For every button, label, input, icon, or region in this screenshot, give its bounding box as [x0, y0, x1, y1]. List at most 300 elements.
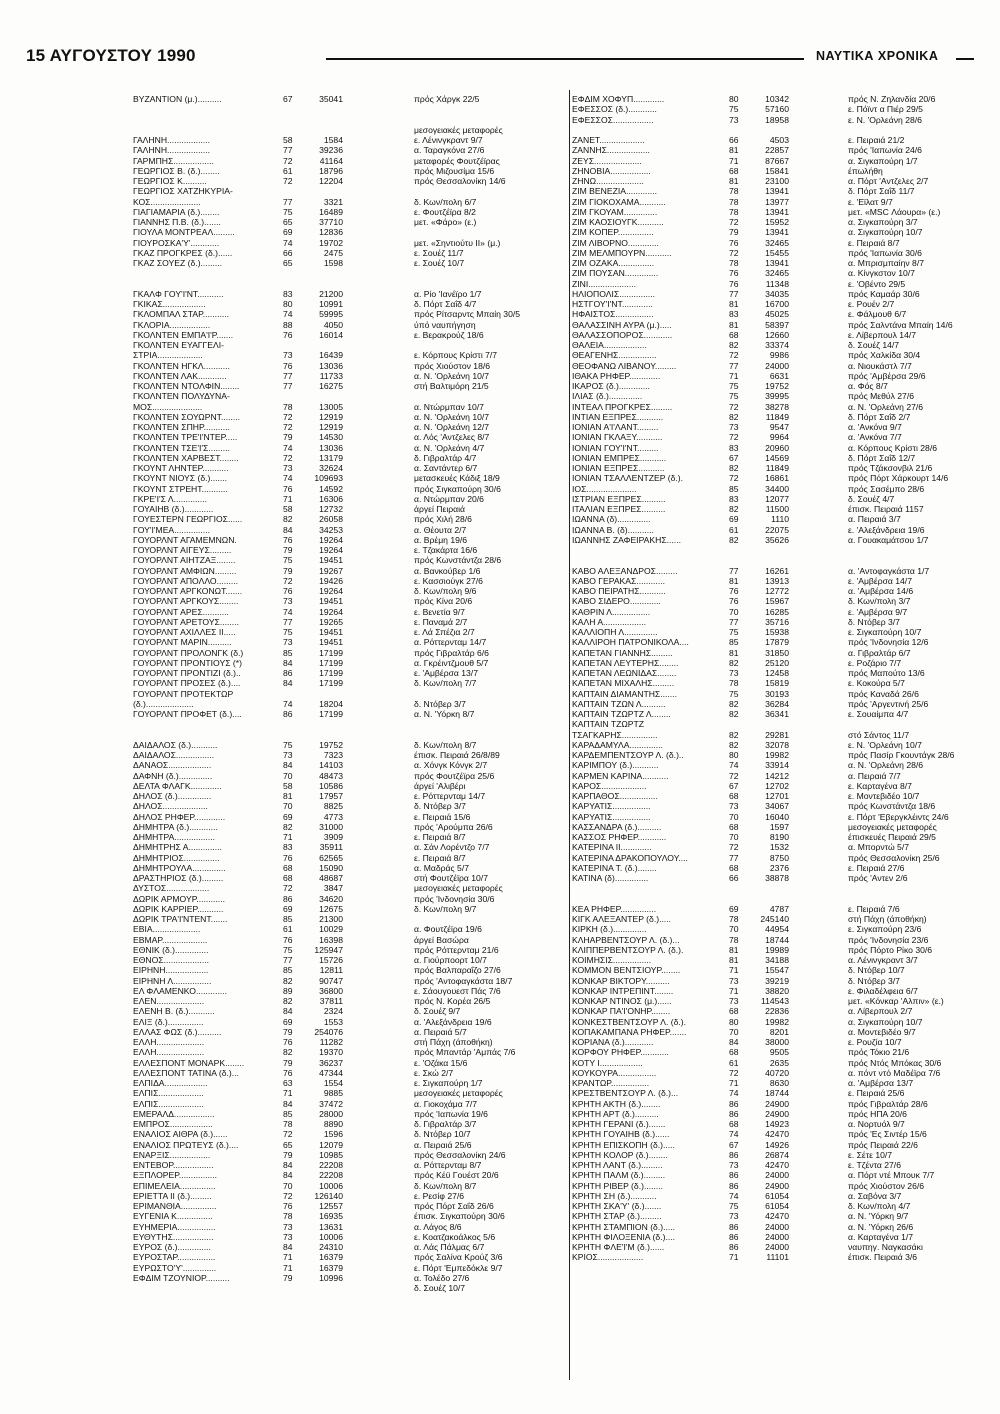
build-year: 71 — [729, 1078, 739, 1088]
ship-entry — [572, 1201, 967, 1211]
ship-entry — [572, 945, 967, 955]
build-year: 72 — [283, 883, 293, 894]
tonnage: 13941 — [765, 186, 789, 197]
ship-name: ΕΙΡΗΝΗ Λ................ — [133, 975, 212, 986]
tonnage: 3847 — [323, 883, 343, 894]
ship-name: ΔΩΡΙΚ ΑΡΜΟΥΡ............ — [133, 893, 225, 904]
build-year: 76 — [283, 852, 293, 863]
publication-title: ΝΑΥΤΙΚΑ ΧΡΟΝΙΚΑ — [816, 49, 939, 63]
status: πρός Μπαντάρ 'Αμπάς 7/6 — [414, 1047, 516, 1058]
ship-entry — [572, 443, 967, 453]
status: πρός Θεσσαλονίκη 14/6 — [414, 176, 506, 186]
tonnage: 11282 — [319, 1037, 343, 1047]
build-year: 72 — [729, 401, 739, 412]
ship-name: ΓΚΟΛΝΤΕΝ ΠΟΛΥΔΥΝΑ- — [133, 391, 230, 402]
status: ε. Σκώ 2/7 — [414, 1067, 454, 1078]
build-year: 67 — [729, 780, 739, 791]
build-year: 81 — [729, 944, 739, 955]
build-year: 83 — [283, 842, 293, 853]
status: α. Βρέμη 19/6 — [414, 534, 468, 545]
ship-name: ΘΑΛΕΙΑ.................. — [572, 340, 647, 350]
ship-name: ΓΑΛΗΝΗ.................. — [133, 145, 211, 156]
status: ε. Σάουγουεστ Πάς 7/6 — [414, 985, 501, 996]
build-year: 82 — [283, 1047, 293, 1058]
ship-name: ΓΙΟΥΡΟΣΚΑ'Υ'............ — [133, 237, 220, 248]
ship-entry — [133, 555, 543, 565]
ship-entry — [133, 125, 543, 135]
ship-entry — [133, 289, 543, 299]
tonnage: 11348 — [765, 278, 789, 289]
ship-name: ΓΟΥΟΡΛΝΤ ΑΡΕΤΟΥΣ........ — [133, 616, 239, 627]
status: α. Ν. 'Ορλεάνη 10/7 — [414, 411, 490, 422]
build-year: 76 — [729, 596, 739, 607]
status: πρός Μιζουσίμα 15/6 — [414, 165, 495, 176]
tonnage: 31000 — [319, 821, 343, 832]
page-header — [26, 46, 974, 76]
ship-name: ΓΑΛΗΝΗ.................. — [133, 135, 211, 145]
tonnage: 8750 — [769, 852, 789, 863]
ship-name: ΒΥΖΑΝΤΙΟΝ (μ.).......... — [133, 94, 222, 104]
build-year: 73 — [729, 422, 739, 432]
status: πρός Κίνα 20/6 — [414, 596, 473, 607]
ship-entry — [572, 976, 967, 986]
ship-name: ΙΟΣ..................... — [572, 483, 637, 494]
tonnage: 1554 — [323, 1078, 343, 1088]
ship-entry — [572, 1140, 967, 1150]
build-year: 76 — [283, 534, 293, 545]
status: α. 'Ανκόνα 7/7 — [848, 432, 902, 443]
tonnage: 114543 — [760, 996, 789, 1006]
build-year: 58 — [283, 135, 293, 145]
status: πρός Κωνστάντζα 18/6 — [848, 801, 936, 812]
tonnage: 10586 — [319, 780, 343, 791]
status: μετ. «Φάρο» (ε.) — [414, 217, 477, 227]
build-year: 68 — [729, 791, 739, 801]
ship-name: ΔΥΣΤΟΣ.................. — [133, 883, 210, 894]
ship-entry — [572, 525, 967, 535]
build-year: 78 — [729, 934, 739, 945]
tonnage: 16489 — [319, 206, 343, 217]
status: δ. Πόρτ Σαΐδ 2/7 — [848, 411, 911, 422]
ship-entry — [572, 832, 967, 842]
tonnage: 37710 — [319, 217, 343, 227]
ship-entry — [572, 1170, 967, 1180]
tonnage: 62565 — [319, 852, 343, 863]
build-year: 83 — [729, 309, 739, 320]
ship-entry — [572, 361, 967, 371]
ship-entry — [572, 504, 967, 514]
status: α. 'Αμβέρσα 13/7 — [848, 1078, 914, 1088]
tonnage: 18744 — [765, 1088, 789, 1099]
build-year: 63 — [283, 1078, 293, 1088]
tonnage: 16261 — [765, 565, 789, 576]
ship-name: ΕΦΕΣΣΟΣ (δ.)............ — [572, 104, 657, 115]
ship-entry — [572, 566, 967, 576]
header-rule-right — [956, 58, 974, 60]
tonnage: 61054 — [765, 1201, 789, 1211]
ship-entry — [133, 432, 543, 442]
status: ε. Μοντεβιδέο 10/7 — [848, 791, 920, 801]
tonnage: 22857 — [765, 145, 789, 156]
tonnage: 19264 — [319, 586, 343, 596]
build-year: 71 — [283, 832, 293, 842]
build-year: 75 — [729, 688, 739, 699]
status: μετ. «Σηντιούτυ ΙΙ» (μ.) — [414, 237, 501, 248]
ship-name: ΔΑΙΔΑΛΟΣ (δ.)........... — [133, 739, 218, 750]
ship-entry — [572, 801, 967, 811]
ship-name: ΖΙΜ ΓΚΟΥΑΜ.............. — [572, 206, 658, 217]
ship-name: ΓΚΟΛΝΤΕΝ ΤΡΕ'Ι'ΝΤΕΡ..... — [133, 432, 238, 443]
build-year: 78 — [283, 1119, 293, 1129]
ship-name: ΚΕΑ ΡΗΦΕΡ............... — [572, 903, 657, 914]
tonnage: 10006 — [319, 1231, 343, 1242]
section-gap — [133, 104, 543, 114]
ship-name: ΕΦΔΙΜ ΧΟΦΥΠ............. — [572, 94, 665, 104]
ship-name: ΗΦΑΙΣΤΟΣ................ — [572, 309, 654, 320]
build-year: 76 — [283, 329, 293, 340]
ship-entry — [572, 402, 967, 412]
status: ε. Τζακάρτα 16/6 — [414, 545, 478, 555]
ship-name: ΓΚΑΖ ΣΟΥΕΖ (δ.)......... — [133, 258, 223, 268]
build-year: 71 — [729, 1252, 739, 1263]
build-year: 75 — [729, 104, 739, 115]
ship-name: ΚΛΗΑΡΒΕΝΤΣΟΥΡ Λ. (δ.)... — [572, 934, 680, 945]
ship-name: ΓΚΟΛΝΤΕΝ ΛΑΚ............ — [133, 370, 227, 381]
ship-entry — [572, 1058, 967, 1068]
ship-entry — [572, 1252, 967, 1262]
ship-name: ΓΚΟΛΝΤΕΝ ΝΤΟΛΦΙΝ........ — [133, 381, 240, 391]
tonnage: 16439 — [319, 350, 343, 361]
build-year: 72 — [283, 411, 293, 422]
build-year: 70 — [283, 1180, 293, 1191]
tonnage: 2635 — [769, 1057, 789, 1068]
build-year: 75 — [283, 206, 293, 217]
ship-name: ΚΟΤΥ Ι.................. — [572, 1057, 643, 1068]
ship-name: ΙΘΑΚΑ ΡΗΦΕΡ............. — [572, 370, 661, 381]
status: α. Ταραγκόνα 27/6 — [414, 145, 485, 156]
status: άργεί Βασώρα — [414, 934, 469, 945]
tonnage: 12701 — [765, 791, 789, 801]
ship-entry — [133, 484, 543, 494]
ship-entry — [133, 812, 543, 822]
status: α. Λένινγκραντ 3/7 — [848, 955, 918, 965]
build-year: 72 — [283, 1129, 293, 1140]
ship-entry — [572, 422, 967, 432]
ship-name: ΚΑΡΔΕΜΠΕΝΤΣΟΥΡ Λ. (δ.).. — [572, 750, 684, 760]
ship-entry — [572, 637, 967, 647]
status: ε. Σουέζ 11/7 — [414, 247, 464, 258]
status: α. Ντώρμπαν 10/7 — [414, 401, 484, 412]
ship-entry — [133, 648, 543, 658]
ship-entry — [133, 309, 543, 319]
status: άργεί Πειραιά — [414, 504, 465, 514]
status: πρός 'Ινδονησία 23/6 — [848, 934, 929, 945]
ship-name: ΘΑΛΑΣΣΟΠΟΡΟΣ............ — [572, 329, 673, 340]
ship-name: ΚΡΗΤΗ ΚΟΛΟΡ (δ.)........ — [572, 1149, 668, 1160]
tonnage: 23100 — [765, 176, 789, 186]
tonnage: 1584 — [323, 135, 343, 145]
build-year: 86 — [283, 893, 293, 904]
ship-entry — [133, 873, 543, 883]
tonnage: 6631 — [769, 370, 789, 381]
ship-name: ΓΟΥΑΙΗΒ (δ.)............ — [133, 504, 214, 514]
status: α. Ν. 'Υόρκη 26/6 — [848, 1221, 914, 1232]
build-year: 77 — [283, 616, 293, 627]
build-year: 74 — [283, 473, 293, 484]
tonnage: 32465 — [765, 237, 789, 248]
status: μετ. «Κόνκαρ 'Αλπιν» (ε.) — [848, 996, 944, 1006]
ship-entry — [133, 1232, 543, 1242]
build-year: 73 — [729, 668, 739, 678]
ship-entry — [133, 145, 543, 155]
status: πρός Πόρτ Σαΐδ 26/6 — [414, 1201, 494, 1211]
ship-name: ΚΑΠΤΑΙΝ ΤΖΩΝ Λ.......... — [572, 698, 666, 709]
ship-name: ΓΕΩΡΓΙΟΣ Κ.......... — [133, 176, 207, 186]
tonnage: 24900 — [765, 1108, 789, 1119]
build-year: 75 — [283, 739, 293, 750]
status: δ. Πόρτ Σαΐδ 4/7 — [414, 299, 477, 309]
ship-name: ΚΑΡΑΔΑΜΥΛΑ.............. — [572, 739, 663, 750]
ship-name: ΔΕΛΤΑ ΦΛΑΓΚ............. — [133, 780, 222, 791]
tonnage: 12077 — [765, 493, 789, 504]
status: ε. Τζέντα 27/6 — [848, 1160, 901, 1170]
build-year: 76 — [729, 268, 739, 279]
ship-entry — [572, 1129, 967, 1139]
status: ε. 'Αμβέρσα 13/7 — [414, 668, 478, 678]
section-gap — [133, 268, 543, 278]
ship-entry — [133, 94, 543, 104]
status: δ. Ντόβερ 10/7 — [414, 1129, 471, 1140]
status: α. Λός 'Αντζελες 8/7 — [414, 432, 490, 443]
ship-entry — [133, 156, 543, 166]
build-year: 68 — [283, 862, 293, 873]
tonnage: 19451 — [319, 637, 343, 648]
ship-name: ΕΥΡΟΣΤΑΡ................ — [133, 1252, 216, 1263]
build-year: 80 — [729, 750, 739, 760]
ship-entry — [133, 248, 543, 258]
tonnage: 58397 — [765, 319, 789, 330]
ship-entry — [572, 217, 967, 227]
ship-entry — [133, 1109, 543, 1119]
ship-entry — [133, 1160, 543, 1170]
ship-name: ΚΡΗΤΗ ΣΗ (δ.)........... — [572, 1190, 657, 1201]
status: πρός Τόκιο 21/6 — [848, 1047, 910, 1058]
build-year: 86 — [729, 1242, 739, 1252]
build-year: 86 — [729, 1149, 739, 1160]
build-year: 77 — [283, 370, 293, 381]
ship-entry — [572, 145, 967, 155]
tonnage: 14530 — [319, 432, 343, 443]
tonnage: 2475 — [323, 247, 343, 258]
status: έπισκ. Πειραιά 1157 — [848, 504, 924, 514]
ship-name: ΓΚΟΥΝΤ ΛΗΝΤΕΡ........... — [133, 463, 229, 473]
tonnage: 8201 — [769, 1026, 789, 1037]
status: α. Λίβερπουλ 2/7 — [848, 1006, 913, 1017]
status: α. Ρόττερνταμ 14/7 — [414, 637, 487, 648]
tonnage: 48473 — [319, 770, 343, 781]
ship-entry — [572, 1191, 967, 1201]
ship-entry — [133, 1140, 543, 1150]
build-year: 84 — [283, 760, 293, 771]
ship-entry — [572, 432, 967, 442]
status: α. Ν. 'Υόρκη 8/7 — [414, 709, 475, 719]
ship-entry — [572, 463, 967, 473]
build-year: 86 — [283, 709, 293, 719]
status: ε. Βενετία 9/7 — [414, 606, 465, 617]
ship-name: ΙΚΑΡΟΣ (δ.)............. — [572, 381, 650, 391]
ship-name: ΔΗΜΗΤΡΑ................. — [133, 832, 215, 842]
build-year: 78 — [729, 914, 739, 924]
ship-name: ΖΙΜ ΟΖΑΚΑ............... — [572, 258, 655, 268]
ship-name: ΕΦΔΙΜ ΤΖΟΥΝΙΟΡ.......... — [133, 1272, 230, 1283]
ship-entry — [133, 965, 543, 975]
ship-entry — [133, 238, 543, 248]
ship-name: ΙΟΝΙΑΝ ΓΟΥ'Ι'ΝΤ......... — [572, 442, 659, 453]
ship-name: ΖΗΝΩ.................... — [572, 176, 644, 186]
ship-name: ΕΘΝΙΚ (δ.).............. — [133, 944, 209, 955]
ship-entry — [572, 535, 967, 545]
ship-name: ΓΟΥΟΡΛΝΤ ΑΠΟΛΛΟ......... — [133, 575, 239, 586]
section-gap — [572, 125, 967, 135]
ship-name: ΕΒΙΑ.................... — [133, 924, 201, 935]
ship-entry — [572, 668, 967, 678]
ship-entry — [133, 894, 543, 904]
build-year: 84 — [283, 657, 293, 668]
ship-name: ΓΟΥΟΡΛΝΤ ΠΡΟΝΤΙΟΥΣ (*) — [133, 657, 242, 668]
tonnage: 10996 — [319, 1272, 343, 1283]
ship-entry — [133, 350, 543, 360]
ship-name: ΖΙΜ ΚΑΟΣΙΟΥΓΚ........... — [572, 217, 664, 227]
ship-name: ΚΡΗΤΗ ΦΛΕ'Ι'Μ (δ.)...... — [572, 1242, 665, 1252]
build-year: 70 — [729, 832, 739, 842]
ship-name: ΖΕΥΣ.................... — [572, 155, 642, 166]
build-year: 84 — [283, 1170, 293, 1181]
build-year: 80 — [729, 1016, 739, 1027]
build-year: 84 — [283, 524, 293, 535]
tonnage: 13941 — [765, 227, 789, 238]
build-year: 81 — [729, 176, 739, 186]
ship-name: ΚΑΡΥΑΤΙΣ................ — [572, 801, 651, 812]
build-year: 74 — [283, 442, 293, 453]
tonnage: 36284 — [765, 698, 789, 709]
ship-entry — [133, 1170, 543, 1180]
ship-entry — [133, 924, 543, 934]
build-year: 72 — [729, 247, 739, 258]
ship-name: ΚΑΠΤΑΙΝ ΤΖΩΡΤΖ — [572, 719, 644, 730]
ship-entry — [572, 791, 967, 801]
tonnage: 16861 — [765, 473, 789, 484]
build-year: 82 — [729, 739, 739, 750]
ship-name: ΚΙΓΚ ΑΛΕΞΑΝΤΕΡ (δ.)..... — [572, 914, 672, 924]
ship-entry — [572, 320, 967, 330]
tonnage: 15952 — [765, 217, 789, 227]
ship-entry — [133, 607, 543, 617]
ship-name: ΚΑΒΟ ΣΙΔΕΡΟ............. — [572, 596, 661, 607]
ship-name: ΙΟΝΙΑΝ ΕΜΠΡΕΣ........... — [572, 452, 667, 463]
status: πρός Σασέμπο 28/6 — [848, 483, 925, 494]
ship-name: ΚΑΛΛΙΡΟΗ ΠΑΤΡΟΝΙΚΟΛΑ.... — [572, 637, 689, 648]
ship-name: ΜΟΣ..................... — [133, 401, 203, 412]
ship-name: ΓΟΥΟΡΛΝΤ ΠΡΟΣΕΣ (δ.).... — [133, 678, 241, 689]
tonnage: 1110 — [771, 514, 789, 525]
tonnage: 19265 — [319, 616, 343, 627]
ship-entry — [572, 412, 967, 422]
ship-entry — [572, 330, 967, 340]
build-year: 72 — [283, 452, 293, 463]
build-year: 70 — [729, 924, 739, 935]
ship-name: ΓΟΥΟΡΛΝΤ ΠΡΟΝΤΙΖΙ (δ.).. — [133, 668, 241, 678]
ship-entry — [572, 822, 967, 832]
build-year: 61 — [283, 924, 293, 935]
tonnage: 9885 — [323, 1088, 343, 1099]
build-year: 73 — [729, 975, 739, 986]
ship-entry — [133, 535, 543, 545]
tonnage: 37811 — [319, 996, 343, 1006]
ship-entry — [572, 986, 967, 996]
ship-entry — [572, 771, 967, 781]
tonnage: 16700 — [765, 299, 789, 309]
ship-entry — [133, 473, 543, 483]
tonnage: 24310 — [319, 1242, 343, 1252]
status: έπωλήθη — [848, 165, 883, 176]
ship-entry — [133, 883, 543, 893]
tonnage: 47344 — [319, 1067, 343, 1078]
status: έπισκ. Πειραιά 26/8/89 — [414, 750, 500, 760]
ship-name: ΓΚΑΖ ΠΡΟΓΚΡΕΣ (δ.)...... — [133, 247, 233, 258]
tonnage: 42470 — [765, 1160, 789, 1170]
ship-entry — [133, 197, 543, 207]
tonnage: 42470 — [765, 1129, 789, 1140]
ship-name: ΔΗΜΗΤΡΟΥΛΑ.............. — [133, 862, 226, 873]
ship-name: ΓΚΟΛΝΤΕΝ ΧΑΡΒΕΣΤ........ — [133, 452, 239, 463]
ship-name: ΚΑΛΛΙΟΠΗ Λ.............. — [572, 627, 658, 637]
tonnage: 4050 — [323, 319, 343, 330]
tonnage: 19264 — [319, 606, 343, 617]
ship-name: ΚΡΗΤΗ ΦΙΛΟΞΕΝΙΑ (δ.).... — [572, 1231, 676, 1242]
tonnage: 12732 — [319, 504, 343, 514]
tonnage: 19989 — [765, 944, 789, 955]
ship-name: ΕΥΓΕΝΙΑ Κ............... — [133, 1211, 213, 1222]
ship-name: ΚΑΤΙΝΑ (δ).............. — [572, 873, 649, 883]
tonnage: 15938 — [765, 627, 789, 637]
build-year: 72 — [283, 422, 293, 432]
tonnage: 34620 — [319, 893, 343, 904]
status: πρός Ντός Μπόκας 30/6 — [848, 1057, 942, 1068]
tonnage: 13005 — [319, 401, 343, 412]
status: δ. Ντόβερ 3/7 — [414, 801, 466, 812]
status: πρός Σαλντάνα Μπαίη 14/6 — [848, 319, 953, 330]
status: α. Μοντεβιδέο 9/7 — [848, 1026, 916, 1037]
tonnage: 19752 — [765, 381, 789, 391]
build-year: 79 — [283, 565, 293, 576]
ship-name: ΚΟΝΚΑΡ ΝΤΙΝΟΣ (μ.)...... — [572, 996, 672, 1006]
ship-entry — [133, 709, 543, 719]
ship-entry — [133, 1047, 543, 1057]
build-year: 86 — [729, 1098, 739, 1109]
ship-name: ΕΦΕΣΣΟΣ................. — [572, 114, 654, 125]
tonnage: 15455 — [765, 247, 789, 258]
status: ε. Κασσιούγκ 27/6 — [414, 575, 483, 586]
status: α. Βανκούβερ 1/6 — [414, 565, 481, 576]
status: πρός Κέϋ Γουέστ 20/6 — [414, 1170, 499, 1181]
build-year: 81 — [729, 145, 739, 156]
ship-name: ΚΡΗΤΗ ΣΚΑ'Υ' (δ.)....... — [572, 1201, 662, 1211]
tonnage: 87667 — [765, 155, 789, 166]
build-year: 79 — [283, 1272, 293, 1283]
tonnage: 18958 — [765, 114, 789, 125]
status: ε. Ρόττερνταμ 14/7 — [414, 791, 486, 801]
ship-name: ΚΑΒΟ ΓΕΡΑΚΑΣ............ — [572, 575, 665, 586]
